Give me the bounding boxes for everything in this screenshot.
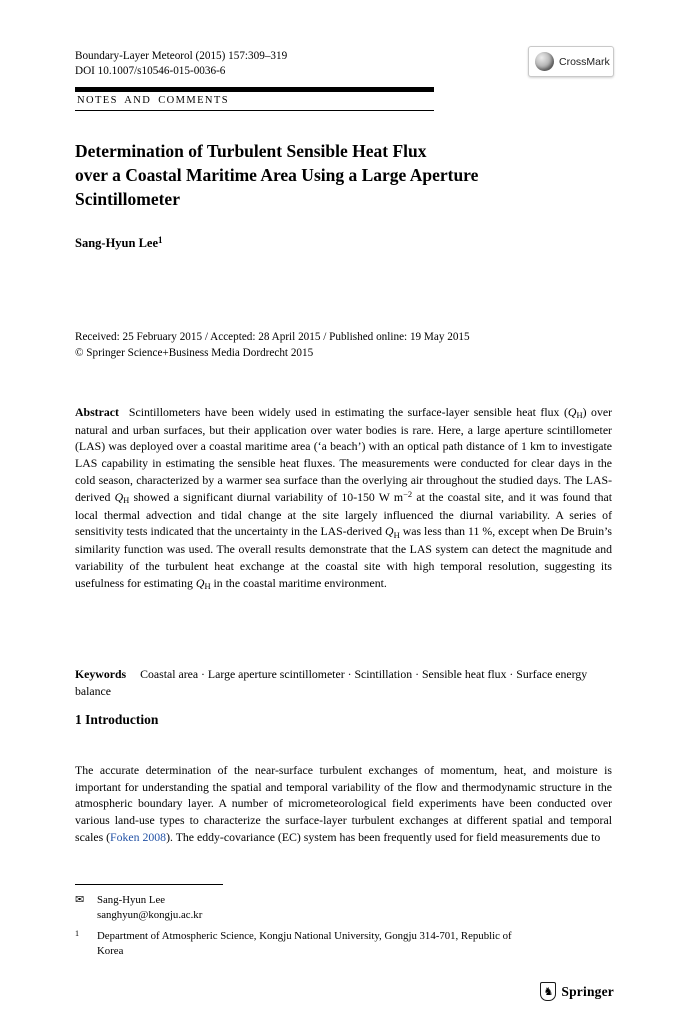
page-header	[75, 49, 287, 79]
keywords-paragraph	[75, 666, 612, 700]
received-line: Received: 25 February 2015 / Accepted: 28 April 2015 / Published online: 19 May 2015	[75, 331, 470, 343]
affiliation-text: Department of Atmospheric Science, Kongju National University, Gongju 314-701, Republic of Korea	[97, 930, 512, 957]
affiliation-marker: 1	[75, 929, 80, 939]
keywords-label: Keywords	[75, 666, 127, 681]
title-line-3: Scintillometer	[75, 189, 180, 209]
citation-link[interactable]: Foken 2008	[110, 829, 167, 844]
footnote-divider	[75, 884, 223, 885]
crossmark-icon	[535, 52, 554, 71]
correspondence-email[interactable]: sanghyun@kongju.ac.kr	[97, 908, 203, 921]
springer-logo-icon: ♞	[540, 982, 556, 1001]
crossmark-label: CrossMark	[559, 55, 610, 68]
footnote-block	[75, 884, 612, 965]
doi-line: DOI 10.1007/s10546-015-0036-6	[75, 65, 226, 77]
title-line-1: Determination of Turbulent Sensible Heat Flux	[75, 141, 427, 161]
journal-citation-line: Boundary-Layer Meteorol (2015) 157:309–319	[75, 50, 288, 62]
springer-wordmark: Springer	[561, 983, 614, 999]
publication-history	[75, 330, 612, 361]
abstract-paragraph	[75, 404, 612, 593]
envelope-icon: ✉	[75, 894, 85, 906]
copyright-line: © Springer Science+Business Media Dordrecht 2015	[75, 346, 314, 359]
crossmark-badge[interactable]	[528, 46, 614, 77]
springer-logo	[540, 982, 614, 1001]
article-type-banner: NOTES AND COMMENTS	[75, 87, 434, 111]
abstract-text: Scintillometers have been widely used in estimating the surface-layer sensible heat flux $(Q_H)$ over natural and urban surfaces, but their application over water bodies is rare. Here, a large aperture scintillometer (LAS) was deployed over a coastal maritime area (‘a beach’) with an optical path distance of 1 km to investigate LAS capability in estimating the sensible heat fluxes. The measurements were conducted for clear days in the cold season, characterized by a warmer sea surface than the overlying air throughout the studied days. The LAS-derived $Q_H$ showed a significant diurnal variability of 10-150 W $m^{-2}$ at the coastal site, and it was found that local thermal advection and tidal change at the site largely influenced the diurnal variability. A series of sensitivity tests indicated that the uncertainty in the LAS-derived $Q_H$ was less than 11 %, except when De Bruin’s similarity function was used. The overall results demonstrate that the LAS system can detect the magnitude and variability of the turbulent heat exchange at the coastal site with high temporal resolution, suggesting its usefulness for estimating $Q_H$ in the coastal maritime environment.	[75, 404, 613, 592]
correspondence-name: Sang-Hyun Lee	[97, 894, 166, 906]
section-heading-introduction: 1 Introduction	[75, 712, 159, 727]
affiliation-row	[75, 929, 612, 958]
correspondence-row	[75, 893, 612, 922]
keywords-text: Coastal area · Large aperture scintillometer · Scintillation · Sensible heat flux · Surface energy balance	[75, 666, 588, 698]
abstract-label: Abstract	[75, 404, 119, 419]
author-name: Sang-Hyun Lee$^1$	[75, 235, 163, 250]
title-line-2: over a Coastal Maritime Area Using a Large Aperture	[75, 165, 479, 185]
paper-title	[75, 139, 615, 211]
introduction-paragraph: The accurate determination of the near-surface turbulent exchanges of momentum, heat, and moisture is important for understanding the spatial and temporal variability of the flow and thermodynamic structure in the atmospheric boundary layer. A number of micrometeorological field experiments have been conducted over various land-use types to characterize the surface-layer turbulent exchanges at different spatial and temporal scales (Foken 2008). The eddy-covariance (EC) system has been frequently used for field measurements due to	[75, 762, 612, 844]
